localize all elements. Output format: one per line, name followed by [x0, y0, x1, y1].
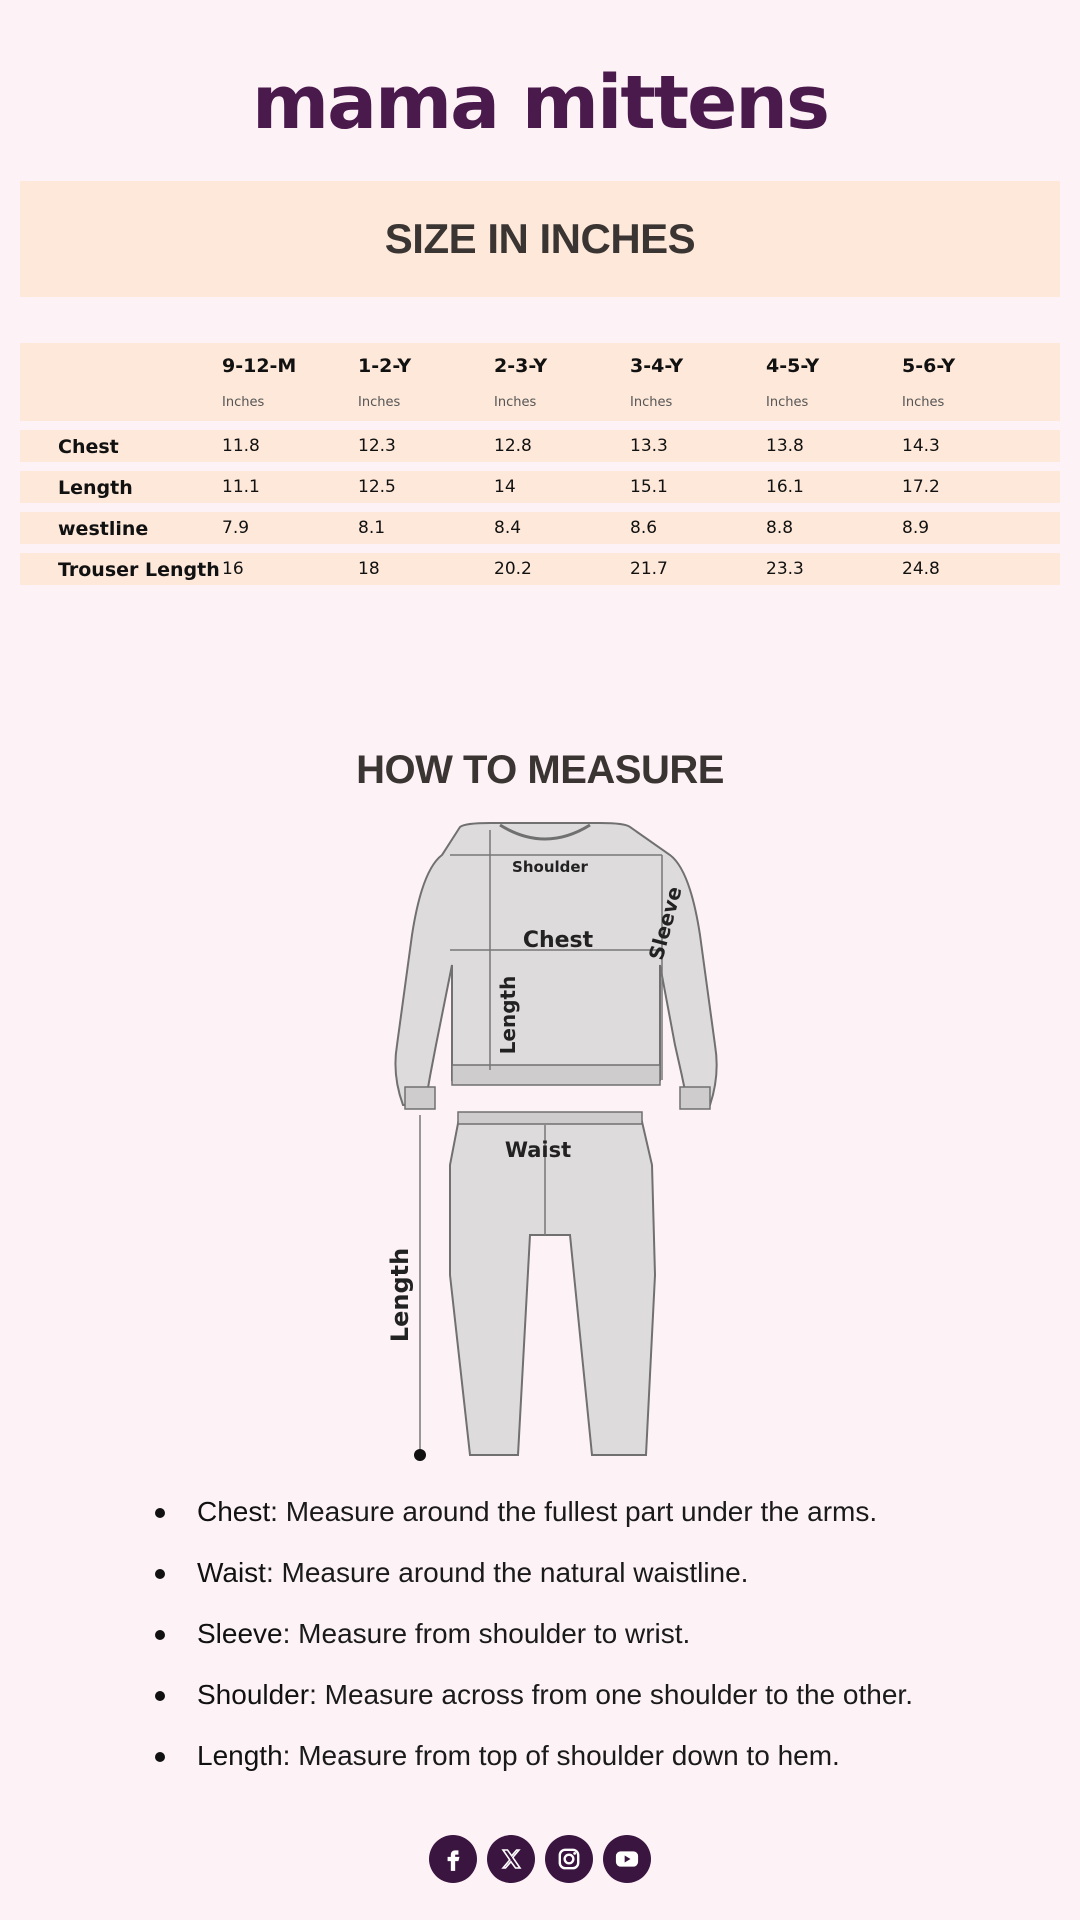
table-cell: 7.9 [222, 518, 250, 538]
youtube-icon[interactable] [603, 1835, 651, 1883]
top-length-label: Length [496, 975, 520, 1055]
table-cell: 20.2 [494, 559, 532, 579]
size-chart-title: SIZE IN INCHES [384, 215, 696, 262]
list-item: Sleeve: Measure from shoulder to wrist. [140, 1612, 1000, 1673]
size-label: 1-2-Y [358, 355, 412, 377]
table-cell: 8.6 [630, 518, 658, 538]
row-label: Length [58, 477, 133, 499]
trousers-shape [450, 1113, 655, 1455]
x-icon[interactable] [487, 1835, 535, 1883]
list-item: Shoulder: Measure across from one shoulder to the other. [140, 1673, 1000, 1734]
table-row-westline [20, 512, 1060, 544]
table-cell: 8.1 [358, 518, 386, 538]
table-cell: 13.8 [766, 436, 804, 456]
table-cell: 8.9 [902, 518, 930, 538]
table-cell: 16 [222, 559, 244, 579]
row-label: westline [58, 518, 149, 540]
size-label: 2-3-Y [494, 355, 548, 377]
measure-instructions [140, 1490, 1000, 1795]
list-item: Waist: Measure around the natural waistline. [140, 1551, 1000, 1612]
table-cell: 14 [494, 477, 516, 497]
table-row-chest [20, 430, 1060, 462]
measurement-diagram [370, 815, 720, 1465]
table-cell: 15.1 [630, 477, 668, 497]
social-links [0, 1835, 1080, 1883]
facebook-icon[interactable] [429, 1835, 477, 1883]
table-cell: 14.3 [902, 436, 940, 456]
unit-label: Inches [766, 395, 809, 410]
trouser-length-label: Length [386, 1247, 414, 1343]
size-label: 9-12-M [222, 355, 297, 377]
table-row-trouser-length [20, 553, 1060, 585]
table-cell: 18 [358, 559, 380, 579]
waist-label: Waist [504, 1138, 572, 1162]
size-table-header [20, 343, 1060, 421]
table-cell: 8.8 [766, 518, 794, 538]
unit-label: Inches [902, 395, 945, 410]
list-item: Chest: Measure around the fullest part under the arms. [140, 1490, 1000, 1551]
size-label: 4-5-Y [766, 355, 820, 377]
table-cell: 16.1 [766, 477, 804, 497]
table-cell: 8.4 [494, 518, 522, 538]
size-banner [20, 181, 1060, 297]
brand-logo[interactable]: mama mittens [252, 60, 828, 146]
table-cell: 12.8 [494, 436, 532, 456]
row-label: Trouser Length [58, 559, 220, 581]
table-cell: 12.3 [358, 436, 396, 456]
unit-label: Inches [222, 395, 265, 410]
table-cell: 24.8 [902, 559, 940, 579]
size-label: 3-4-Y [630, 355, 684, 377]
row-label: Chest [58, 436, 119, 458]
unit-label: Inches [494, 395, 537, 410]
table-cell: 13.3 [630, 436, 668, 456]
table-cell: 11.1 [222, 477, 260, 497]
list-item: Length: Measure from top of shoulder down to hem. [140, 1734, 1000, 1795]
table-cell: 21.7 [630, 559, 668, 579]
how-to-measure-title: HOW TO MEASURE [356, 748, 724, 792]
unit-label: Inches [358, 395, 401, 410]
table-cell: 11.8 [222, 436, 260, 456]
table-cell: 12.5 [358, 477, 396, 497]
table-cell: 17.2 [902, 477, 940, 497]
sleeve-label: Sleeve [643, 883, 687, 963]
table-cell: 23.3 [766, 559, 804, 579]
instagram-icon[interactable] [545, 1835, 593, 1883]
size-table [20, 343, 1060, 585]
unit-label: Inches [630, 395, 673, 410]
size-label: 5-6-Y [902, 355, 956, 377]
chest-label: Chest [522, 928, 594, 953]
table-row-length [20, 471, 1060, 503]
shoulder-label: Shoulder [512, 858, 588, 876]
